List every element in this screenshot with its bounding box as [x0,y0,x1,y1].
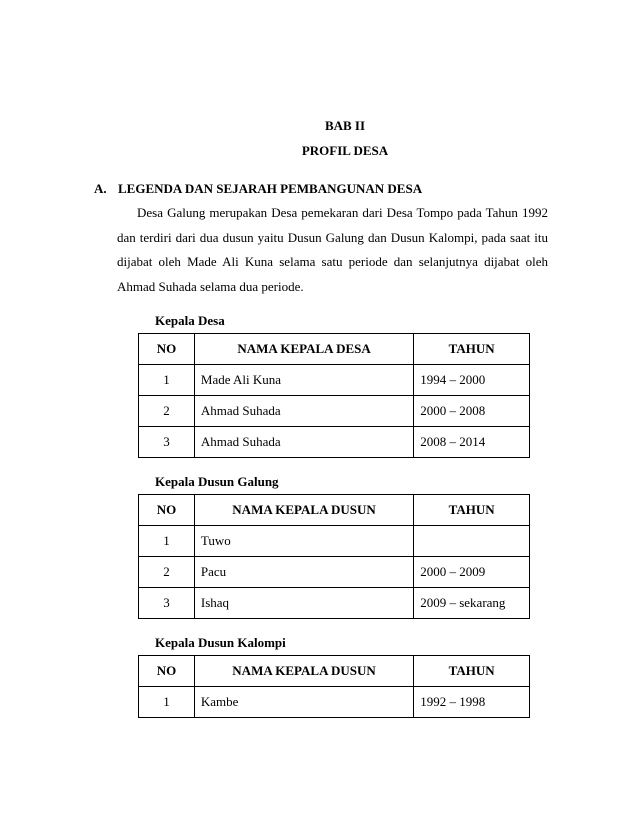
cell-nama: Tuwo [194,526,413,557]
table-row [139,687,530,718]
history-paragraph-text: Desa Galung merupakan Desa pemekaran dari Desa Tompo pada Tahun 1992 dan terdiri dari dua dusun yaitu Dusun Galung dan Dusun Kalompi, pada saat itu dijabat oleh Made Ali Kuna selama satu periode dan selanjutnya dijabat oleh Ahmad Suhada selama dua periode. [117,205,548,294]
cell-tahun: 2008 – 2014 [414,427,530,458]
cell-nama: Ishaq [194,588,413,619]
cell-no: 3 [139,427,195,458]
table-row [139,588,530,619]
cell-tahun: 2009 – sekarang [414,588,530,619]
table-dusun-galung [138,494,530,619]
table-row [139,557,530,588]
cell-tahun: 1994 – 2000 [414,365,530,396]
table-row [139,526,530,557]
table-title-dusun-kalompi: Kepala Dusun Kalompi [155,635,286,650]
column-header-tahun: TAHUN [414,656,530,687]
column-header-no: NO [139,656,195,687]
column-header-tahun: TAHUN [414,495,530,526]
column-header-no: NO [139,495,195,526]
cell-tahun: 2000 – 2009 [414,557,530,588]
table-row [139,427,530,458]
table-title-kepala-desa: Kepala Desa [155,313,225,328]
chapter-number: BAB II [324,118,366,133]
cell-tahun: 2000 – 2008 [414,396,530,427]
column-header-tahun: TAHUN [414,334,530,365]
column-header-nama: NAMA KEPALA DUSUN [194,656,413,687]
cell-tahun [414,526,530,557]
cell-no: 1 [139,687,195,718]
table-row [139,396,530,427]
column-header-no: NO [139,334,195,365]
table-dusun-kalompi [138,655,530,718]
cell-no: 2 [139,396,195,427]
chapter-title: PROFIL DESA [301,143,389,158]
table-header-row [139,495,530,526]
cell-nama: Ahmad Suhada [194,396,413,427]
column-header-nama: NAMA KEPALA DESA [194,334,413,365]
cell-tahun: 1992 – 1998 [414,687,530,718]
section-letter: A. [94,181,107,196]
cell-no: 3 [139,588,195,619]
cell-nama: Ahmad Suhada [194,427,413,458]
section-heading-text: LEGENDA DAN SEJARAH PEMBANGUNAN DESA [118,181,423,196]
table-row [139,365,530,396]
table-header-row [139,334,530,365]
cell-nama: Kambe [194,687,413,718]
cell-no: 1 [139,526,195,557]
table-title-dusun-galung: Kepala Dusun Galung [155,474,279,489]
cell-no: 1 [139,365,195,396]
cell-no: 2 [139,557,195,588]
section-heading [94,181,422,197]
table-header-row [139,656,530,687]
history-paragraph [117,201,548,299]
table-kepala-desa [138,333,530,458]
column-header-nama: NAMA KEPALA DUSUN [194,495,413,526]
cell-nama: Pacu [194,557,413,588]
cell-nama: Made Ali Kuna [194,365,413,396]
